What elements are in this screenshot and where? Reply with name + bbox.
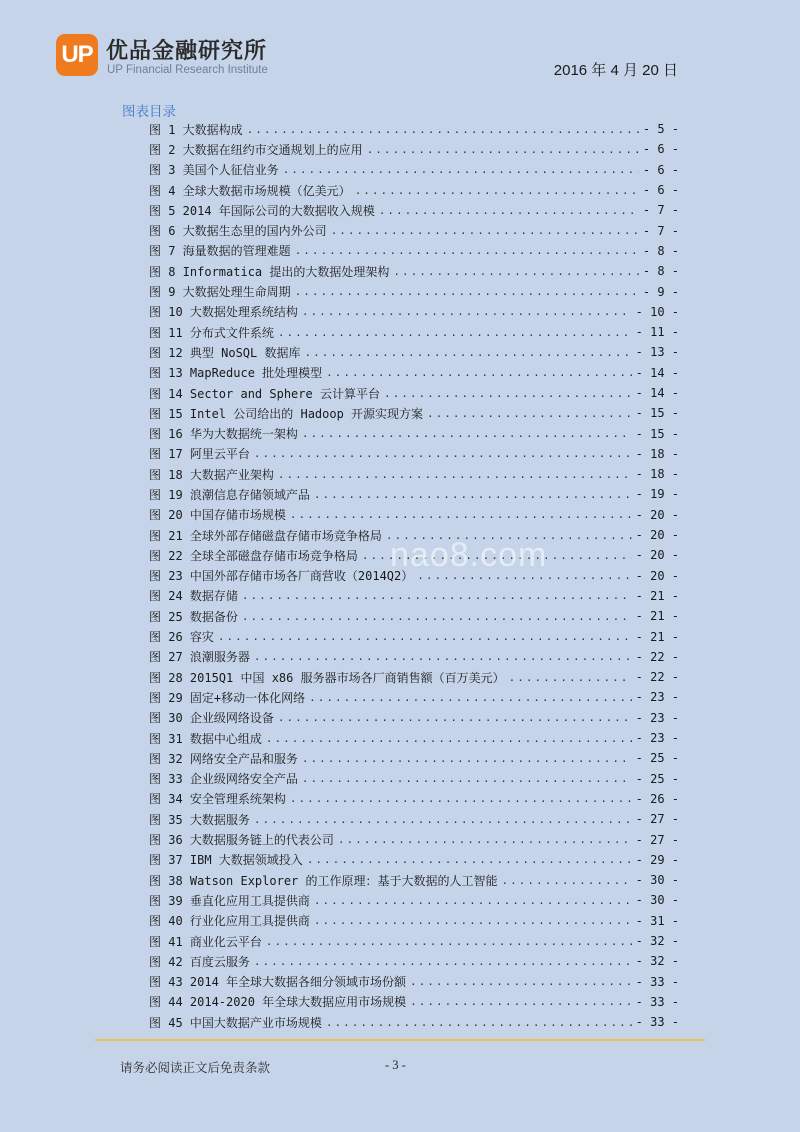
toc-entry-page: - 33 - bbox=[635, 1015, 679, 1030]
toc-entry-label: 图 7 海量数据的管理难题 bbox=[149, 244, 291, 259]
toc-entry-label: 图 30 企业级网络设备 bbox=[149, 711, 274, 726]
toc-entry-page: - 6 - bbox=[642, 162, 679, 177]
toc-entry[interactable] bbox=[149, 667, 679, 687]
toc-leader-dots bbox=[283, 163, 639, 176]
toc-entry-label: 图 16 华为大数据统一架构 bbox=[149, 427, 298, 442]
institute-name-en: UP Financial Research Institute bbox=[107, 64, 268, 76]
toc-entry-page: - 20 - bbox=[635, 568, 679, 583]
footer-divider bbox=[95, 1039, 705, 1041]
toc-entry-page: - 23 - bbox=[635, 731, 679, 746]
figure-toc-list bbox=[149, 119, 679, 1032]
toc-entry-label: 图 3 美国个人征信业务 bbox=[149, 163, 279, 178]
toc-entry-label: 图 43 2014 年全球大数据各细分领域市场份额 bbox=[149, 975, 407, 990]
toc-leader-dots bbox=[309, 691, 632, 704]
toc-leader-dots bbox=[326, 366, 631, 379]
toc-leader-dots bbox=[278, 711, 632, 724]
toc-entry-page: - 21 - bbox=[635, 629, 679, 644]
toc-entry-label: 图 33 企业级网络安全产品 bbox=[149, 772, 298, 787]
toc-entry-page: - 23 - bbox=[635, 690, 679, 705]
toc-leader-dots bbox=[295, 285, 639, 298]
toc-entry[interactable] bbox=[149, 708, 679, 728]
toc-entry-page: - 6 - bbox=[642, 142, 679, 157]
toc-entry-label: 图 17 阿里云平台 bbox=[149, 447, 250, 462]
toc-leader-dots bbox=[509, 671, 632, 684]
toc-entry[interactable] bbox=[149, 647, 679, 667]
toc-entry-label: 图 41 商业化云平台 bbox=[149, 934, 262, 949]
toc-entry-page: - 22 - bbox=[635, 649, 679, 664]
toc-entry[interactable] bbox=[149, 423, 679, 443]
toc-leader-dots bbox=[302, 305, 632, 318]
toc-entry-label: 图 20 中国存储市场规模 bbox=[149, 508, 286, 523]
toc-entry-page: - 20 - bbox=[635, 548, 679, 563]
toc-entry[interactable] bbox=[149, 342, 679, 362]
up-logo-icon: UP bbox=[56, 34, 98, 76]
watermark: nao8.com bbox=[390, 536, 548, 574]
page-number: - 3 - bbox=[385, 1058, 406, 1072]
toc-entry[interactable] bbox=[149, 931, 679, 951]
toc-entry-label: 图 32 网络安全产品和服务 bbox=[149, 751, 298, 766]
toc-leader-dots bbox=[254, 447, 632, 460]
toc-leader-dots bbox=[393, 265, 639, 278]
toc-entry[interactable] bbox=[149, 200, 679, 220]
toc-entry-label: 图 9 大数据处理生命周期 bbox=[149, 285, 291, 300]
toc-entry[interactable] bbox=[149, 951, 679, 971]
toc-entry[interactable] bbox=[149, 992, 679, 1012]
toc-entry-page: - 9 - bbox=[642, 284, 679, 299]
toc-entry-page: - 30 - bbox=[635, 893, 679, 908]
toc-entry-page: - 10 - bbox=[635, 304, 679, 319]
toc-entry-label: 图 25 数据备份 bbox=[149, 609, 238, 624]
toc-entry-page: - 14 - bbox=[635, 365, 679, 380]
toc-entry-label: 图 21 全球外部存储磁盘存储市场竞争格局 bbox=[149, 528, 382, 543]
toc-entry-label: 图 13 MapReduce 批处理模型 bbox=[149, 366, 323, 381]
toc-entry-page: - 6 - bbox=[642, 183, 679, 198]
toc-leader-dots bbox=[290, 792, 632, 805]
toc-entry[interactable] bbox=[149, 484, 679, 504]
toc-entry-page: - 25 - bbox=[635, 751, 679, 766]
toc-leader-dots bbox=[254, 813, 632, 826]
toc-entry-page: - 20 - bbox=[635, 528, 679, 543]
toc-leader-dots bbox=[247, 123, 639, 136]
toc-leader-dots bbox=[502, 874, 632, 887]
toc-entry[interactable] bbox=[149, 687, 679, 707]
toc-leader-dots bbox=[314, 488, 632, 501]
report-date: 2016 年 4 月 20 日 bbox=[553, 62, 678, 79]
toc-entry-label: 图 23 中国外部存储市场各厂商营收（2014Q2） bbox=[149, 569, 414, 584]
toc-entry-page: - 27 - bbox=[635, 832, 679, 847]
toc-entry-label: 图 12 典型 NoSQL 数据库 bbox=[149, 345, 301, 360]
toc-leader-dots bbox=[304, 346, 631, 359]
toc-entry[interactable] bbox=[149, 383, 679, 403]
toc-entry-label: 图 11 分布式文件系统 bbox=[149, 325, 274, 340]
toc-entry-page: - 21 - bbox=[635, 588, 679, 603]
toc-entry[interactable] bbox=[149, 890, 679, 910]
toc-entry[interactable] bbox=[149, 748, 679, 768]
toc-entry-page: - 8 - bbox=[642, 264, 679, 279]
toc-entry[interactable] bbox=[149, 626, 679, 646]
toc-entry-page: - 15 - bbox=[635, 406, 679, 421]
toc-entry-page: - 21 - bbox=[635, 609, 679, 624]
toc-entry[interactable] bbox=[149, 870, 679, 890]
toc-entry-label: 图 22 全球全部磁盘存储市场竞争格局 bbox=[149, 548, 358, 563]
toc-leader-dots bbox=[254, 650, 632, 663]
toc-leader-dots bbox=[295, 244, 639, 257]
page-header bbox=[0, 0, 800, 95]
toc-entry[interactable] bbox=[149, 241, 679, 261]
toc-entry[interactable] bbox=[149, 971, 679, 991]
toc-leader-dots bbox=[266, 935, 632, 948]
toc-entry-label: 图 36 大数据服务链上的代表公司 bbox=[149, 833, 334, 848]
toc-leader-dots bbox=[290, 508, 632, 521]
toc-entry-page: - 14 - bbox=[635, 386, 679, 400]
toc-entry[interactable] bbox=[149, 160, 679, 180]
toc-entry-label: 图 44 2014-2020 年全球大数据应用市场规模 bbox=[149, 995, 407, 1010]
toc-entry-page: - 25 - bbox=[635, 771, 679, 786]
toc-entry[interactable] bbox=[149, 829, 679, 849]
toc-entry-label: 图 18 大数据产业架构 bbox=[149, 467, 274, 482]
toc-leader-dots bbox=[379, 204, 639, 217]
toc-entry-page: - 19 - bbox=[635, 487, 679, 502]
toc-leader-dots bbox=[384, 387, 632, 400]
toc-entry-page: - 32 - bbox=[635, 954, 679, 969]
toc-leader-dots bbox=[218, 630, 632, 643]
toc-entry-page: - 33 - bbox=[635, 974, 679, 989]
footer-disclaimer: 请务必阅读正文后免责条款 bbox=[120, 1060, 271, 1075]
toc-entry-label: 图 29 固定+移动一体化网络 bbox=[149, 690, 306, 705]
toc-entry-label: 图 27 浪潮服务器 bbox=[149, 650, 250, 665]
toc-entry-label: 图 28 2015Q1 中国 x86 服务器市场各厂商销售额（百万美元） bbox=[149, 670, 505, 685]
toc-entry-page: - 32 - bbox=[635, 934, 679, 949]
toc-entry-page: - 33 - bbox=[635, 994, 679, 1009]
toc-entry[interactable] bbox=[149, 363, 679, 383]
toc-entry[interactable] bbox=[149, 769, 679, 789]
toc-entry[interactable] bbox=[149, 606, 679, 626]
toc-entry-page: - 22 - bbox=[635, 670, 679, 685]
toc-entry[interactable] bbox=[149, 1012, 679, 1032]
toc-entry-page: - 23 - bbox=[635, 710, 679, 725]
toc-leader-dots bbox=[302, 772, 632, 785]
toc-entry-label: 图 5 2014 年国际公司的大数据收入规模 bbox=[149, 203, 375, 218]
toc-entry[interactable] bbox=[149, 261, 679, 281]
toc-leader-dots bbox=[427, 407, 632, 420]
toc-leader-dots bbox=[278, 468, 632, 481]
toc-entry[interactable] bbox=[149, 464, 679, 484]
toc-entry[interactable] bbox=[149, 281, 679, 301]
toc-leader-dots bbox=[410, 975, 632, 988]
toc-leader-dots bbox=[355, 184, 639, 197]
toc-entry[interactable] bbox=[149, 119, 679, 139]
toc-entry-page: - 8 - bbox=[642, 243, 679, 258]
toc-entry-label: 图 19 浪潮信息存储领域产品 bbox=[149, 487, 310, 502]
toc-entry[interactable] bbox=[149, 139, 679, 159]
toc-entry-page: - 7 - bbox=[642, 223, 679, 238]
toc-leader-dots bbox=[314, 914, 632, 927]
toc-entry-page: - 15 - bbox=[635, 426, 679, 441]
toc-entry-label: 图 15 Intel 公司给出的 Hadoop 开源实现方案 bbox=[149, 406, 424, 421]
toc-entry[interactable] bbox=[149, 505, 679, 525]
toc-entry-label: 图 40 行业化应用工具提供商 bbox=[149, 914, 310, 929]
toc-entry-label: 图 39 垂直化应用工具提供商 bbox=[149, 893, 310, 908]
toc-entry[interactable] bbox=[149, 789, 679, 809]
toc-leader-dots bbox=[367, 143, 639, 156]
toc-leader-dots bbox=[338, 833, 632, 846]
toc-entry-page: - 29 - bbox=[635, 852, 679, 867]
toc-leader-dots bbox=[254, 955, 632, 968]
toc-leader-dots bbox=[331, 224, 639, 237]
toc-entry-label: 图 45 中国大数据产业市场规模 bbox=[149, 1015, 322, 1030]
toc-leader-dots bbox=[314, 894, 632, 907]
toc-entry-page: - 7 - bbox=[642, 203, 679, 218]
toc-leader-dots bbox=[302, 427, 632, 440]
toc-entry-label: 图 6 大数据生态里的国内外公司 bbox=[149, 224, 327, 239]
toc-entry-label: 图 35 大数据服务 bbox=[149, 812, 250, 827]
toc-entry-page: - 13 - bbox=[635, 345, 679, 360]
toc-entry-page: - 18 - bbox=[635, 467, 679, 482]
toc-leader-dots bbox=[242, 610, 632, 623]
toc-entry-label: 图 42 百度云服务 bbox=[149, 954, 250, 969]
toc-title: 图表目录 bbox=[122, 104, 176, 120]
toc-entry-label: 图 37 IBM 大数据领域投入 bbox=[149, 853, 303, 868]
toc-leader-dots bbox=[242, 589, 632, 602]
toc-entry-label: 图 1 大数据构成 bbox=[149, 122, 243, 137]
toc-entry[interactable] bbox=[149, 586, 679, 606]
toc-leader-dots bbox=[278, 326, 632, 339]
toc-entry-page: - 31 - bbox=[635, 913, 679, 928]
toc-entry[interactable] bbox=[149, 302, 679, 322]
toc-entry-label: 图 2 大数据在纽约市交通规划上的应用 bbox=[149, 142, 363, 157]
toc-entry-label: 图 26 容灾 bbox=[149, 630, 214, 645]
toc-entry-label: 图 31 数据中心组成 bbox=[149, 731, 262, 746]
toc-entry-page: - 27 - bbox=[635, 812, 679, 827]
toc-entry-label: 图 24 数据存储 bbox=[149, 589, 238, 604]
toc-entry[interactable] bbox=[149, 180, 679, 200]
toc-leader-dots bbox=[266, 732, 632, 745]
toc-entry-label: 图 4 全球大数据市场规模（亿美元） bbox=[149, 183, 351, 198]
toc-entry[interactable] bbox=[149, 850, 679, 870]
toc-entry[interactable] bbox=[149, 403, 679, 423]
toc-entry-page: - 18 - bbox=[635, 446, 679, 461]
toc-entry-page: - 26 - bbox=[635, 791, 679, 806]
toc-entry-label: 图 34 安全管理系统架构 bbox=[149, 792, 286, 807]
toc-leader-dots bbox=[410, 995, 631, 1008]
toc-entry-page: - 11 - bbox=[635, 325, 679, 340]
toc-entry-page: - 5 - bbox=[642, 122, 679, 137]
toc-entry-label: 图 38 Watson Explorer 的工作原理：基于大数据的人工智能 bbox=[149, 873, 498, 888]
toc-entry-page: - 20 - bbox=[635, 507, 679, 522]
toc-leader-dots bbox=[307, 853, 632, 866]
toc-entry[interactable] bbox=[149, 728, 679, 748]
toc-entry[interactable] bbox=[149, 220, 679, 240]
toc-leader-dots bbox=[326, 1016, 632, 1029]
toc-entry[interactable] bbox=[149, 911, 679, 931]
toc-entry-page: - 30 - bbox=[635, 873, 679, 888]
toc-entry[interactable] bbox=[149, 809, 679, 829]
toc-entry-label: 图 10 大数据处理系统结构 bbox=[149, 305, 298, 320]
toc-leader-dots bbox=[302, 752, 632, 765]
institute-name-cn: 优品金融研究所 bbox=[106, 39, 268, 64]
toc-entry-label: 图 14 Sector and Sphere 云计算平台 bbox=[149, 386, 380, 401]
toc-entry-label: 图 8 Informatica 提出的大数据处理架构 bbox=[149, 264, 390, 279]
toc-entry[interactable] bbox=[149, 444, 679, 464]
toc-entry[interactable] bbox=[149, 322, 679, 342]
